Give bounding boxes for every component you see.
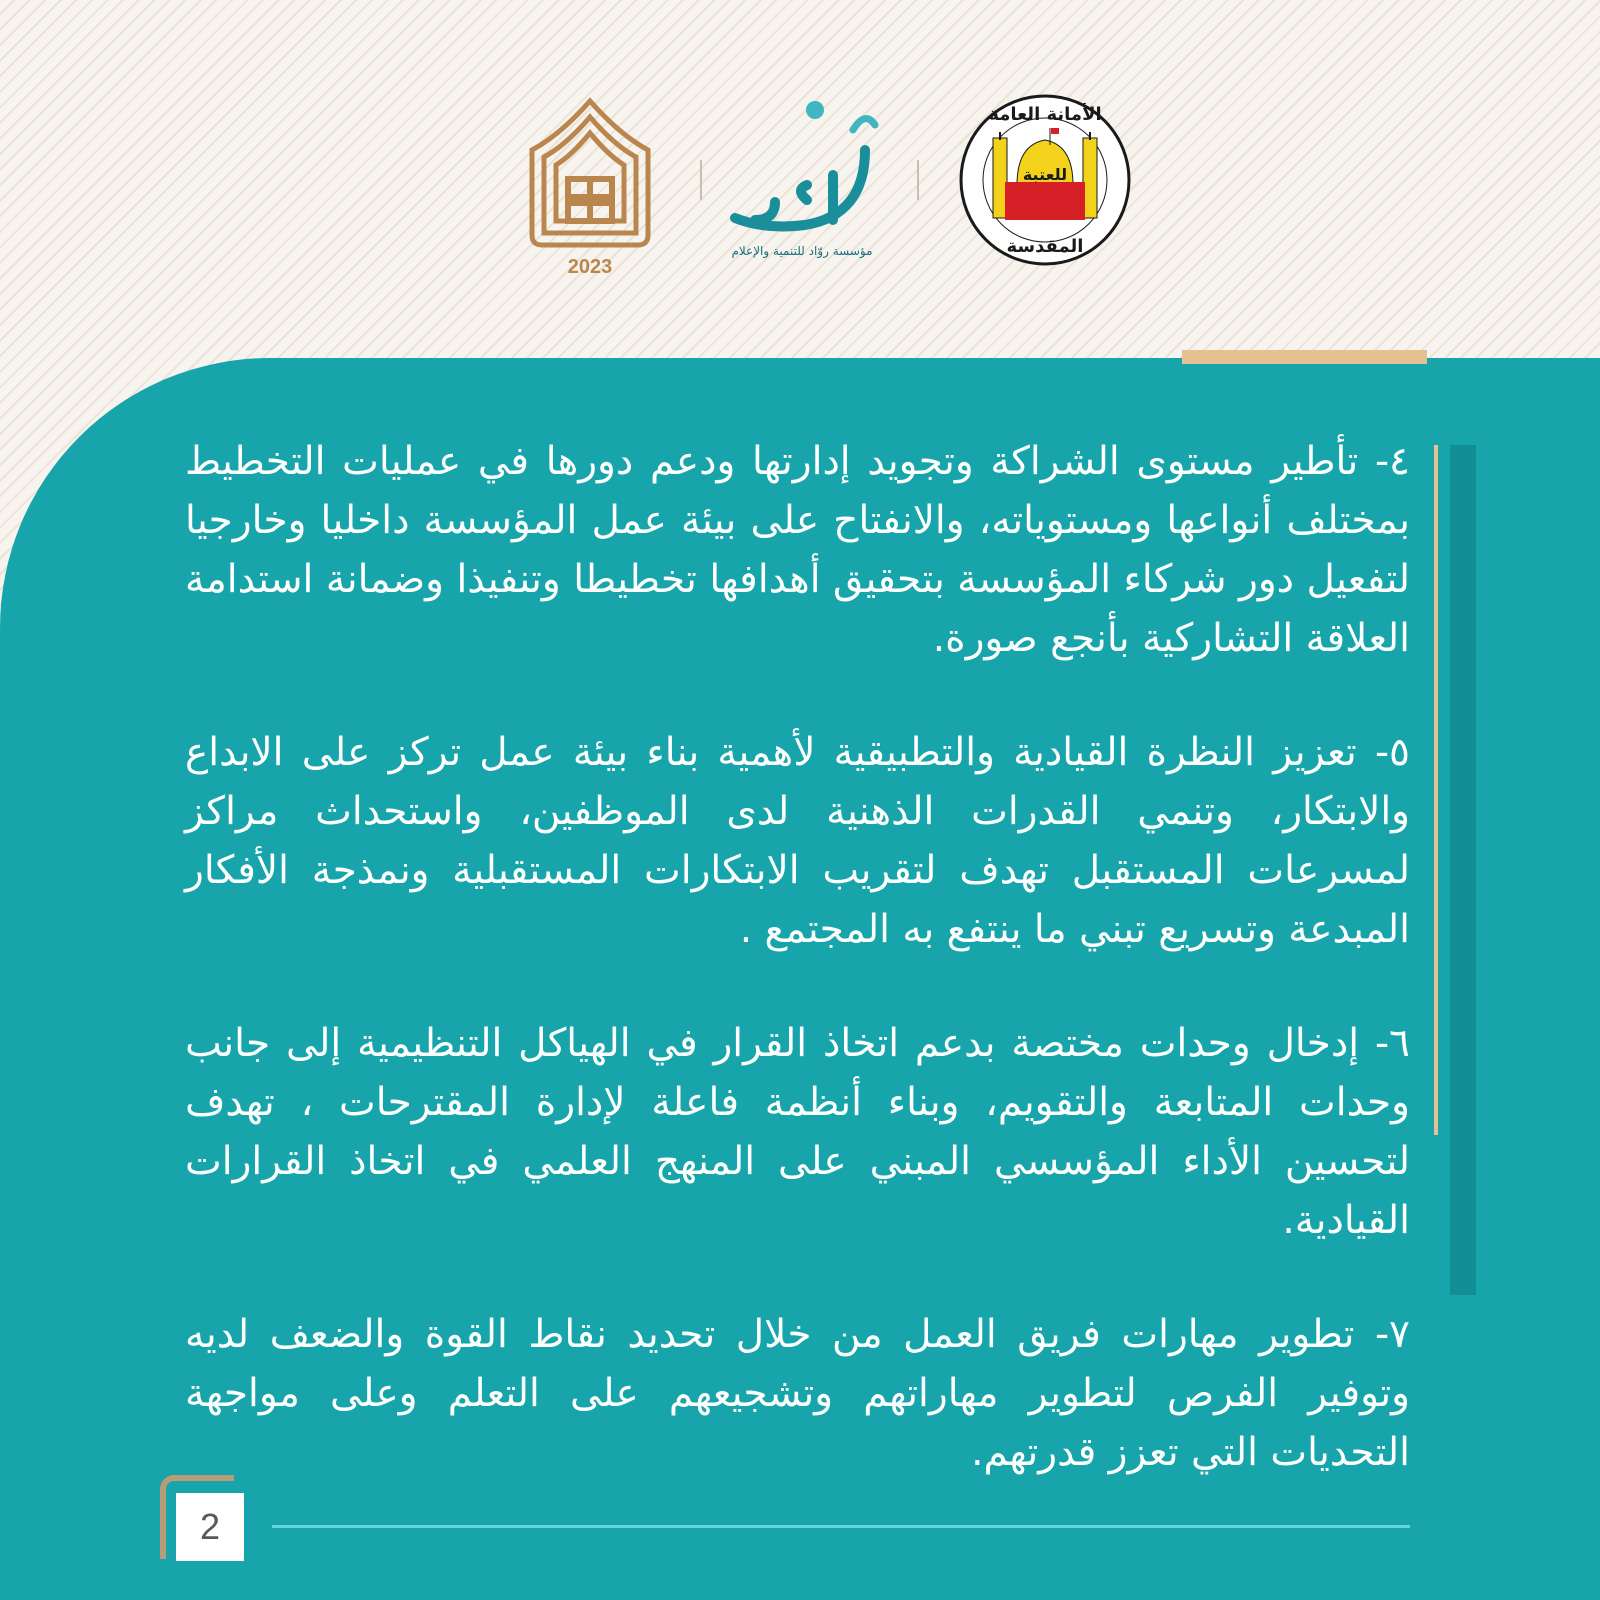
gold-accent-bar (1182, 350, 1427, 364)
ataba-top-text: الأمانة العامة (988, 104, 1102, 125)
rowad-caption: مؤسسة روّاد للتنمية والإعلام (731, 244, 873, 258)
header (0, 0, 1600, 360)
paragraph-list (185, 432, 1410, 1537)
logo-separator (700, 160, 702, 200)
paragraph-4: ٤- تأطير مستوى الشراكة وتجويد إدارتها ودعم دورها في عمليات التخطيط بمختلف أنواعها ومستوياته، والانفتاح على بيئة عمل المؤسسة داخليا وخارجيا لتفعيل دور شركاء المؤسسة بتحقيق أهدافها تخطيطا وتنفيذا وضمانة استدامة العلاقة التشاركية بأنجع صورة. (185, 439, 1410, 661)
rowad-logo (715, 90, 890, 265)
ataba-bottom-text: المقدسة (1006, 236, 1084, 257)
side-stripe (1450, 445, 1476, 1295)
footer-line (272, 1525, 1410, 1528)
year-2023-logo (520, 95, 660, 290)
paragraph-5: ٥- تعزيز النظرة القيادية والتطبيقية لأهمية بناء بيئة عمل تركز على الابداع والابتكار، وتنمي القدرات الذهنية لدى الموظفين، واستحداث مراكز لمسرعات المستقبل تهدف لتقريب الابتكارات المستقبلية ونمذجة الأفكار المبدعة وتسريع تبني ما ينتفع به المجتمع . (185, 730, 1410, 952)
year-label: 2023 (567, 256, 613, 278)
paragraph-7: ٧- تطوير مهارات فريق العمل من خلال تحديد نقاط القوة والضعف لديه وتوفير الفرص لتطوير مهاراتهم وتشجيعهم على التعلم وعلى مواجهة التحديات التي تعزز قدرتهم. (185, 1312, 1410, 1475)
paragraph-6: ٦- إدخال وحدات مختصة بدعم اتخاذ القرار في الهياكل التنظيمية إلى جانب وحدات المتابعة والتقويم، وبناء أنظمة فاعلة لإدارة المقترحات ، تهدف لتحسين الأداء المؤسسي المبني على المنهج العلمي في اتخاذ القرارات القيادية. (185, 1021, 1410, 1243)
logo-separator (917, 160, 919, 200)
ataba-center-text: للعتبة (1022, 165, 1068, 184)
gold-side-line (1434, 445, 1438, 1135)
ataba-logo (955, 90, 1135, 270)
page-number-badge (160, 1475, 245, 1565)
page-number: 2 (176, 1493, 244, 1561)
